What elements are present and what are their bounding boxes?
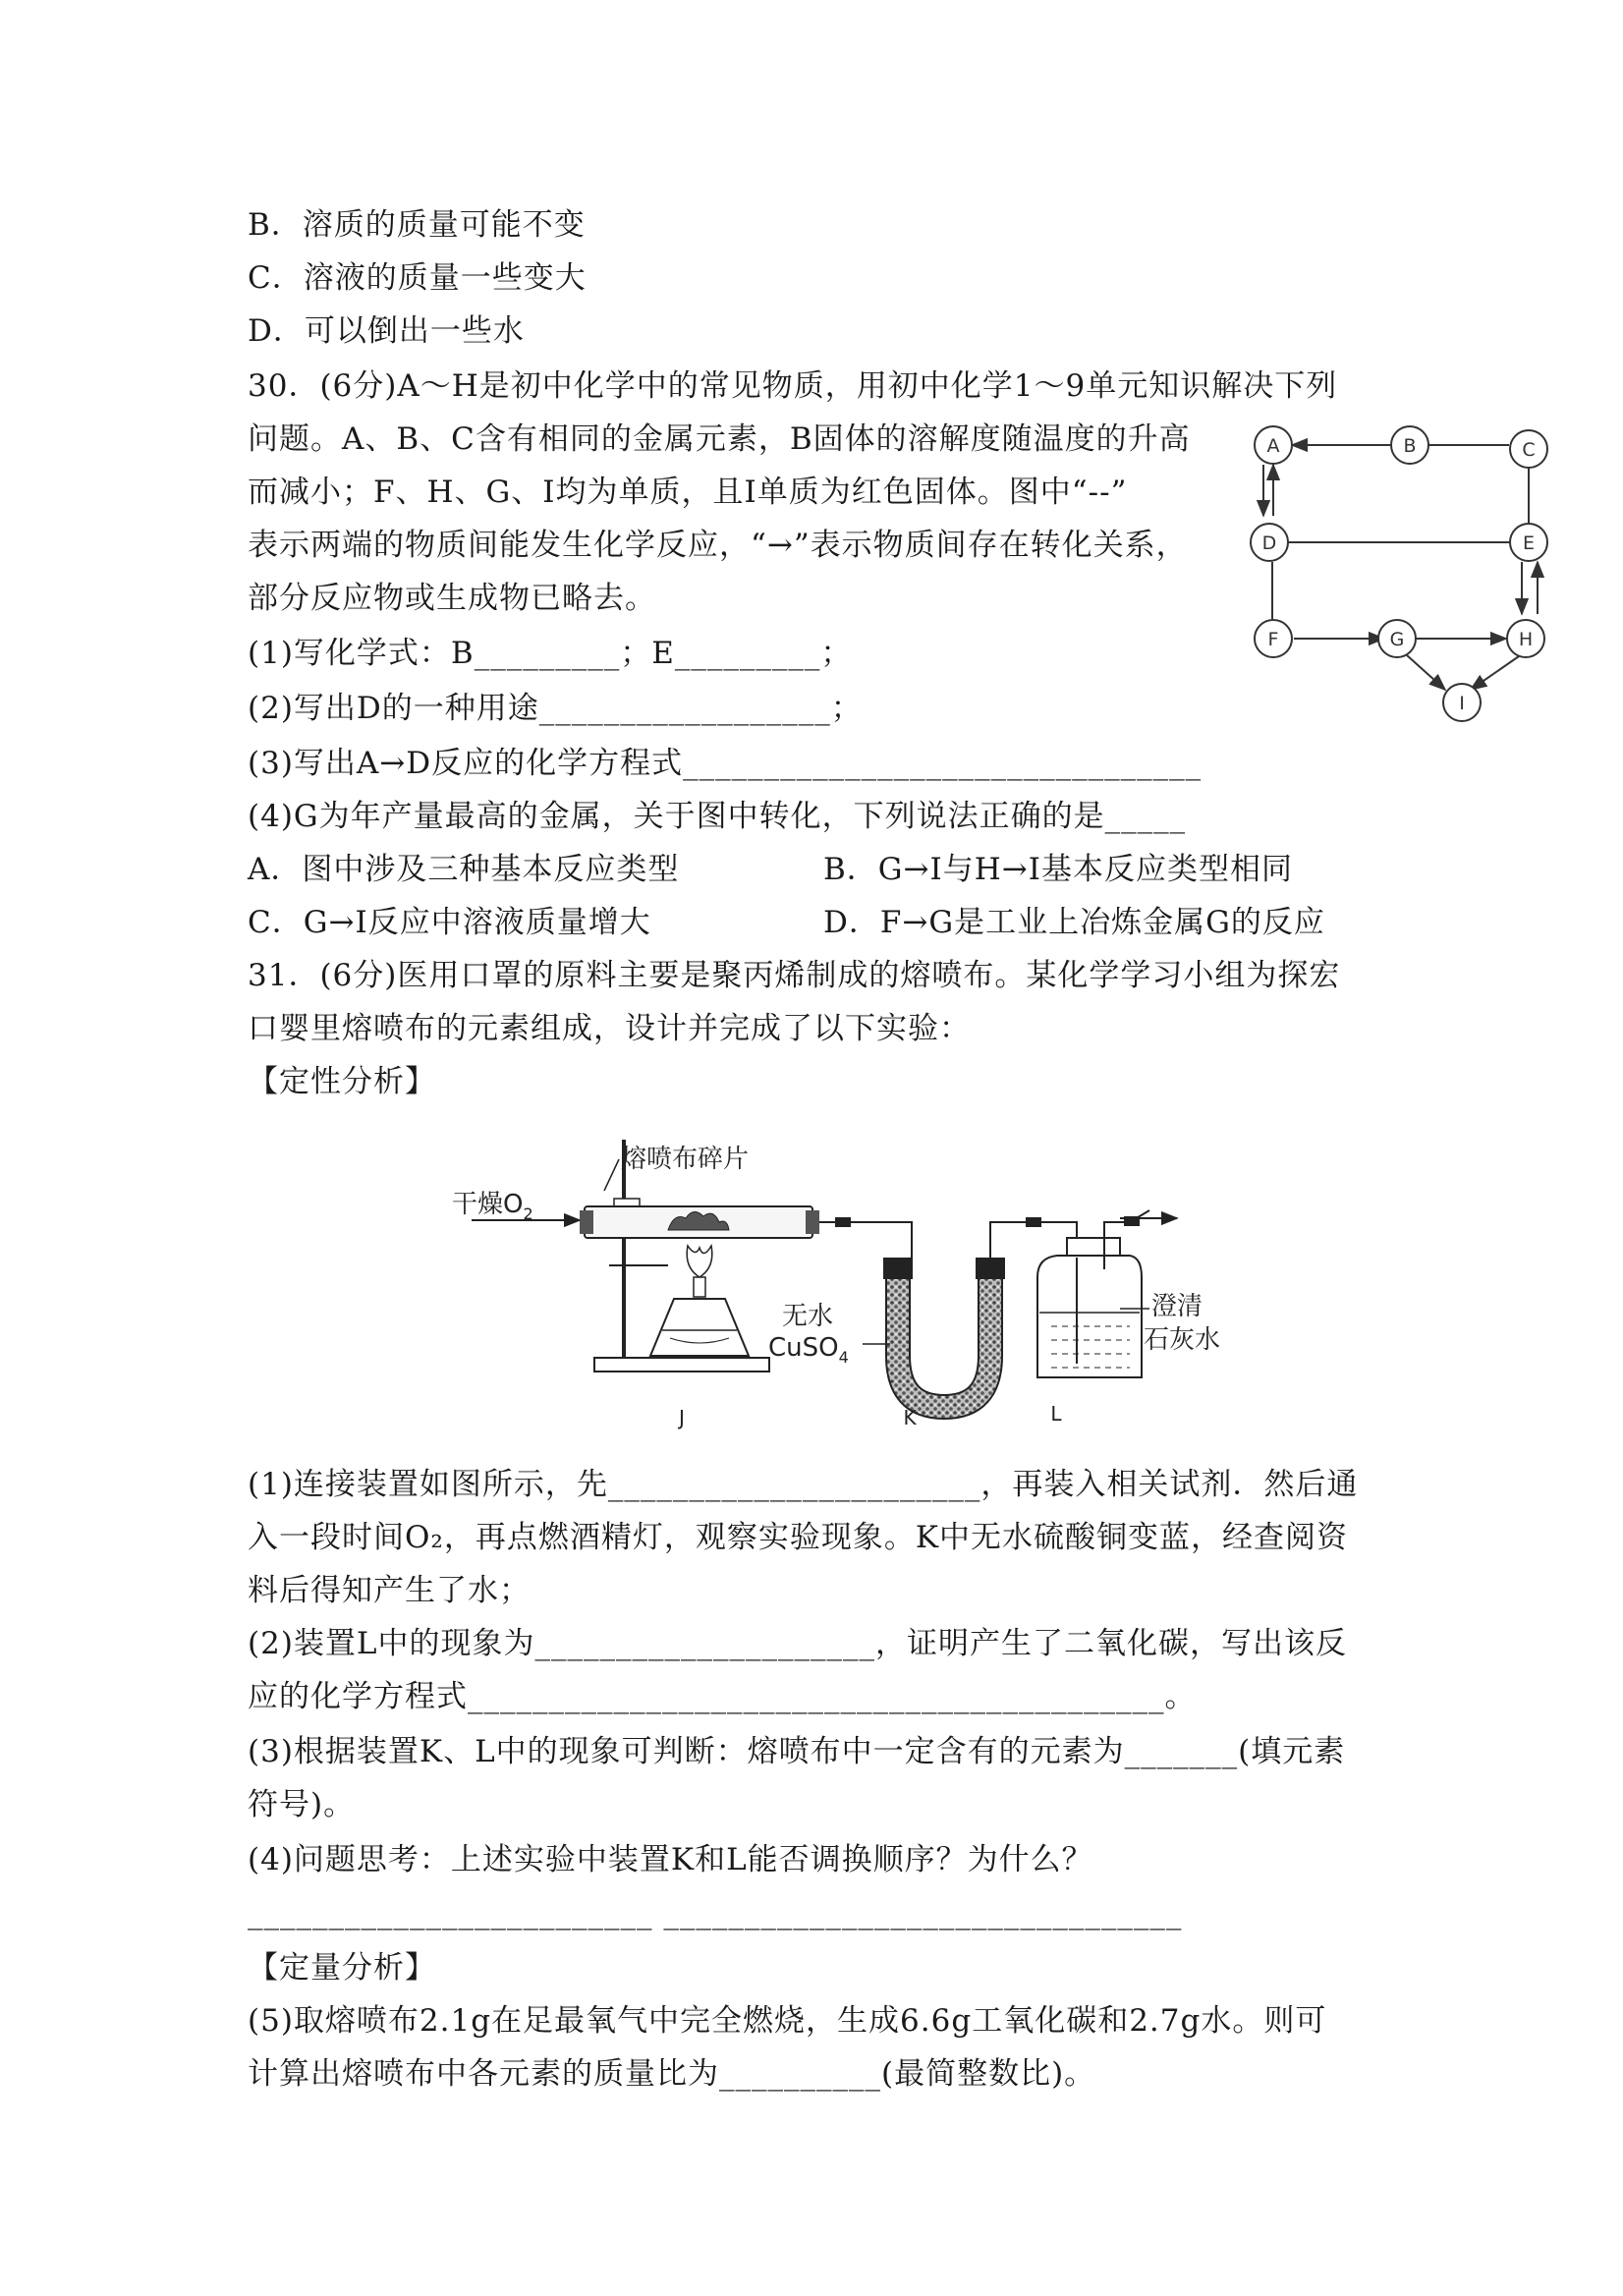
q31-part-4: (4)问题思考：上述实验中装置K和L能否调换顺序？为什么？ [248,1842,1093,1877]
q31-part-3a: (3)根据装置K、L中的现象可判断：熔喷布中一定含有的元素为_______(填元素 [248,1734,1346,1769]
label-j: J [679,1406,685,1429]
diagram-node-d [1251,524,1288,561]
apparatus-figure [442,1120,1221,1444]
q31-stem-2: 口婴里熔喷布的元素组成，设计并完成了以下实验： [248,1011,971,1046]
option-d-line: D．可以倒出一些水 [248,313,525,349]
option-c-line: C．溶液的质量一些变大 [248,260,587,296]
diagram-node-i [1443,684,1481,721]
diagram-node-f [1255,620,1292,657]
section-quantitative: 【定量分析】 [248,1950,436,1986]
q30-stem-5: 部分反应物或生成物已略去。 [248,581,656,616]
svg-text:C: C [1522,439,1536,461]
q30-option-a: A．图中涉及三种基本反应类型 [248,852,680,887]
q30-part-3: (3)写出A→D反应的化学方程式________________________________ [248,746,1203,781]
limewater-label-top: 澄清 [1151,1292,1203,1321]
cuso4-label: CuSO$_4$ [768,1333,849,1367]
wash-bottle-l [1037,1238,1142,1377]
diagram-node-g [1378,620,1416,657]
q30-option-d: D．F→G是工业上冶炼金属G的反应 [823,905,1325,940]
svg-text:B: B [1403,435,1417,457]
u-tube-k [883,1258,1005,1407]
q30-option-c: C．G→I反应中溶液质量增大 [248,905,651,940]
section-qualitative: 【定性分析】 [248,1064,436,1099]
q31-part-4-blank: _________________________ ________________________________ [248,1895,1183,1931]
stand-base [594,1358,769,1372]
svg-text:A: A [1266,435,1280,457]
q31-part-2b: 应的化学方程式___________________________________________。 [248,1679,1197,1714]
q30-stem-1: 30．(6分)A～H是初中化学中的常见物质，用初中化学1～9单元知识解决下列 [248,368,1338,404]
q31-part-2a: (2)装置L中的现象为_____________________，证明产生了二氧化碳，写出该反 [248,1626,1347,1661]
label-k: K [903,1406,917,1429]
q31-part-5b: 计算出熔喷布中各元素的质量比为__________(最简整数比)。 [248,2056,1096,2092]
diagram-node-c [1510,430,1547,468]
svg-text:G: G [1389,629,1405,650]
label-l: L [1050,1402,1062,1426]
relationship-diagram [1238,418,1562,742]
q30-part-4: (4)G为年产量最高的金属，关于图中转化，下列说法正确的是_____ [248,799,1187,834]
diagram-node-b [1391,426,1428,464]
q31-part-1a: (1)连接装置如图所示，先_______________________，再装入相关试剂．然后通 [248,1467,1359,1502]
alcohol-lamp [650,1299,749,1356]
sample-label: 熔喷布碎片 [621,1145,750,1174]
svg-text:I: I [1459,693,1465,714]
q31-part-3b: 符号)。 [248,1787,356,1822]
q30-stem-3: 而减小；F、H、G、I均为单质，且I单质为红色固体。图中“--” [248,475,1128,510]
q30-stem-4: 表示两端的物质间能发生化学反应，“→”表示物质间存在转化关系， [248,528,1188,563]
limewater-label: 石灰水 [1144,1325,1221,1355]
q30-stem-2: 问题。A、B、C含有相同的金属元素，B固体的溶解度随温度的升高 [248,421,1191,457]
q30-part-2: (2)写出D的一种用途__________________； [248,691,863,726]
diagram-node-a [1255,426,1292,464]
q30-option-b: B．G→I与H→I基本反应类型相同 [823,852,1294,887]
svg-text:D: D [1261,532,1277,554]
q31-part-1b: 入一段时间O₂，再点燃酒精灯，观察实验现象。K中无水硫酸铜变蓝，经查阅资 [248,1520,1348,1555]
q31-part-1c: 料后得知产生了水； [248,1573,531,1608]
svg-text:H: H [1518,629,1534,650]
diagram-node-e [1510,524,1547,561]
svg-text:F: F [1267,629,1279,650]
gas-inlet-label: 干燥$O_2$ [452,1190,533,1223]
cuso4-label-top: 无水 [782,1302,834,1331]
option-b-line: B．溶质的质量可能不变 [248,207,586,243]
diagram-node-h [1507,620,1544,657]
q31-stem-1: 31．(6分)医用口罩的原料主要是聚丙烯制成的熔喷布。某化学学习小组为探宏 [248,958,1341,993]
q30-part-1: (1)写化学式：B_________；E_________； [248,636,853,671]
q31-part-5a: (5)取熔喷布2.1g在足最氧气中完全燃烧，生成6.6g工氧化碳和2.7g水。则可 [248,2003,1327,2039]
svg-text:E: E [1522,532,1536,554]
